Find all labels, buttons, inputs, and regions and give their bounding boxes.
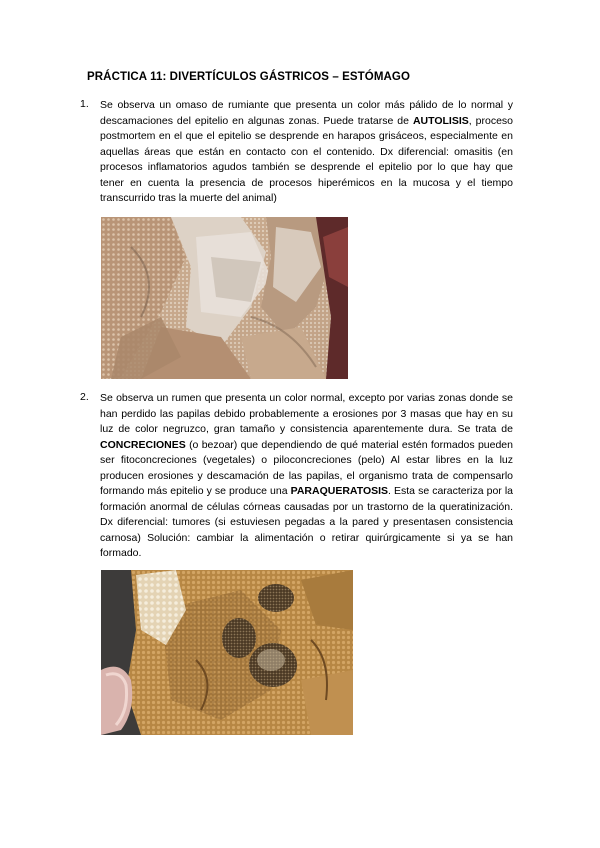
text-segment: (o bezoar) que dependiendo de qué material estén formados pueden ser fitoconcreciones (vegetales) o piloconcreciones (pelo) Al estar libres en la luz producen erosiones y descamación de las papilas, el organismo trata de compensarlo formando más epitelio y se produce una (100, 438, 513, 497)
text-segment: Se observa un rumen que presenta un color normal, excepto por varias zonas donde se han perdido las papilas debido probablemente a erosiones por 3 masas que hay en su luz de color negruzco, gran tamaño y consistencia aparentemente dura. Se trata de (100, 392, 513, 435)
item-text (100, 98, 513, 207)
item-number: 2. (80, 391, 89, 403)
rumen-photo (101, 570, 353, 735)
bold-term-concreciones: CONCRECIONES (100, 438, 186, 451)
bold-term-paraqueratosis: PARAQUERATOSIS (290, 485, 389, 497)
item-text (100, 391, 513, 562)
omasum-photo (101, 217, 348, 379)
text-segment: Se observa un omaso de rumiante que presenta un color más pálido de lo normal y descamaciones del epitelio en algunas zonas. Puede tratarse de (100, 99, 513, 127)
text-segment: , proceso postmortem en el que el epitelio se desprende en harapos grisáceos, especialmente en aquellas áreas que están en contacto con el contenido. Dx diferencial: omasitis (en procesos inflamatorios agudos también se desprende el epitelio por lo que hay que tener en cuenta la presencia de procesos hiperémicos en la mucosa y el tiempo transcurrido tras la muerte del animal) (100, 114, 514, 204)
item-number: 1. (80, 98, 89, 110)
bold-term-autolisis: AUTOLISIS (412, 114, 469, 127)
text-segment: . Esta se caracteriza por la formación anormal de células córneas causadas por un trastorno de la queratinización. Dx diferencial: tumores (si estuviesen pegadas a la pared y presentasen consistencia carnosa) Solución: cambiar la alimentación o retirar quirúrgicamente si ya se han formado. (100, 485, 513, 559)
page-title: PRÁCTICA 11: DIVERTÍCULOS GÁSTRICOS – ESTÓMAGO (87, 71, 411, 83)
